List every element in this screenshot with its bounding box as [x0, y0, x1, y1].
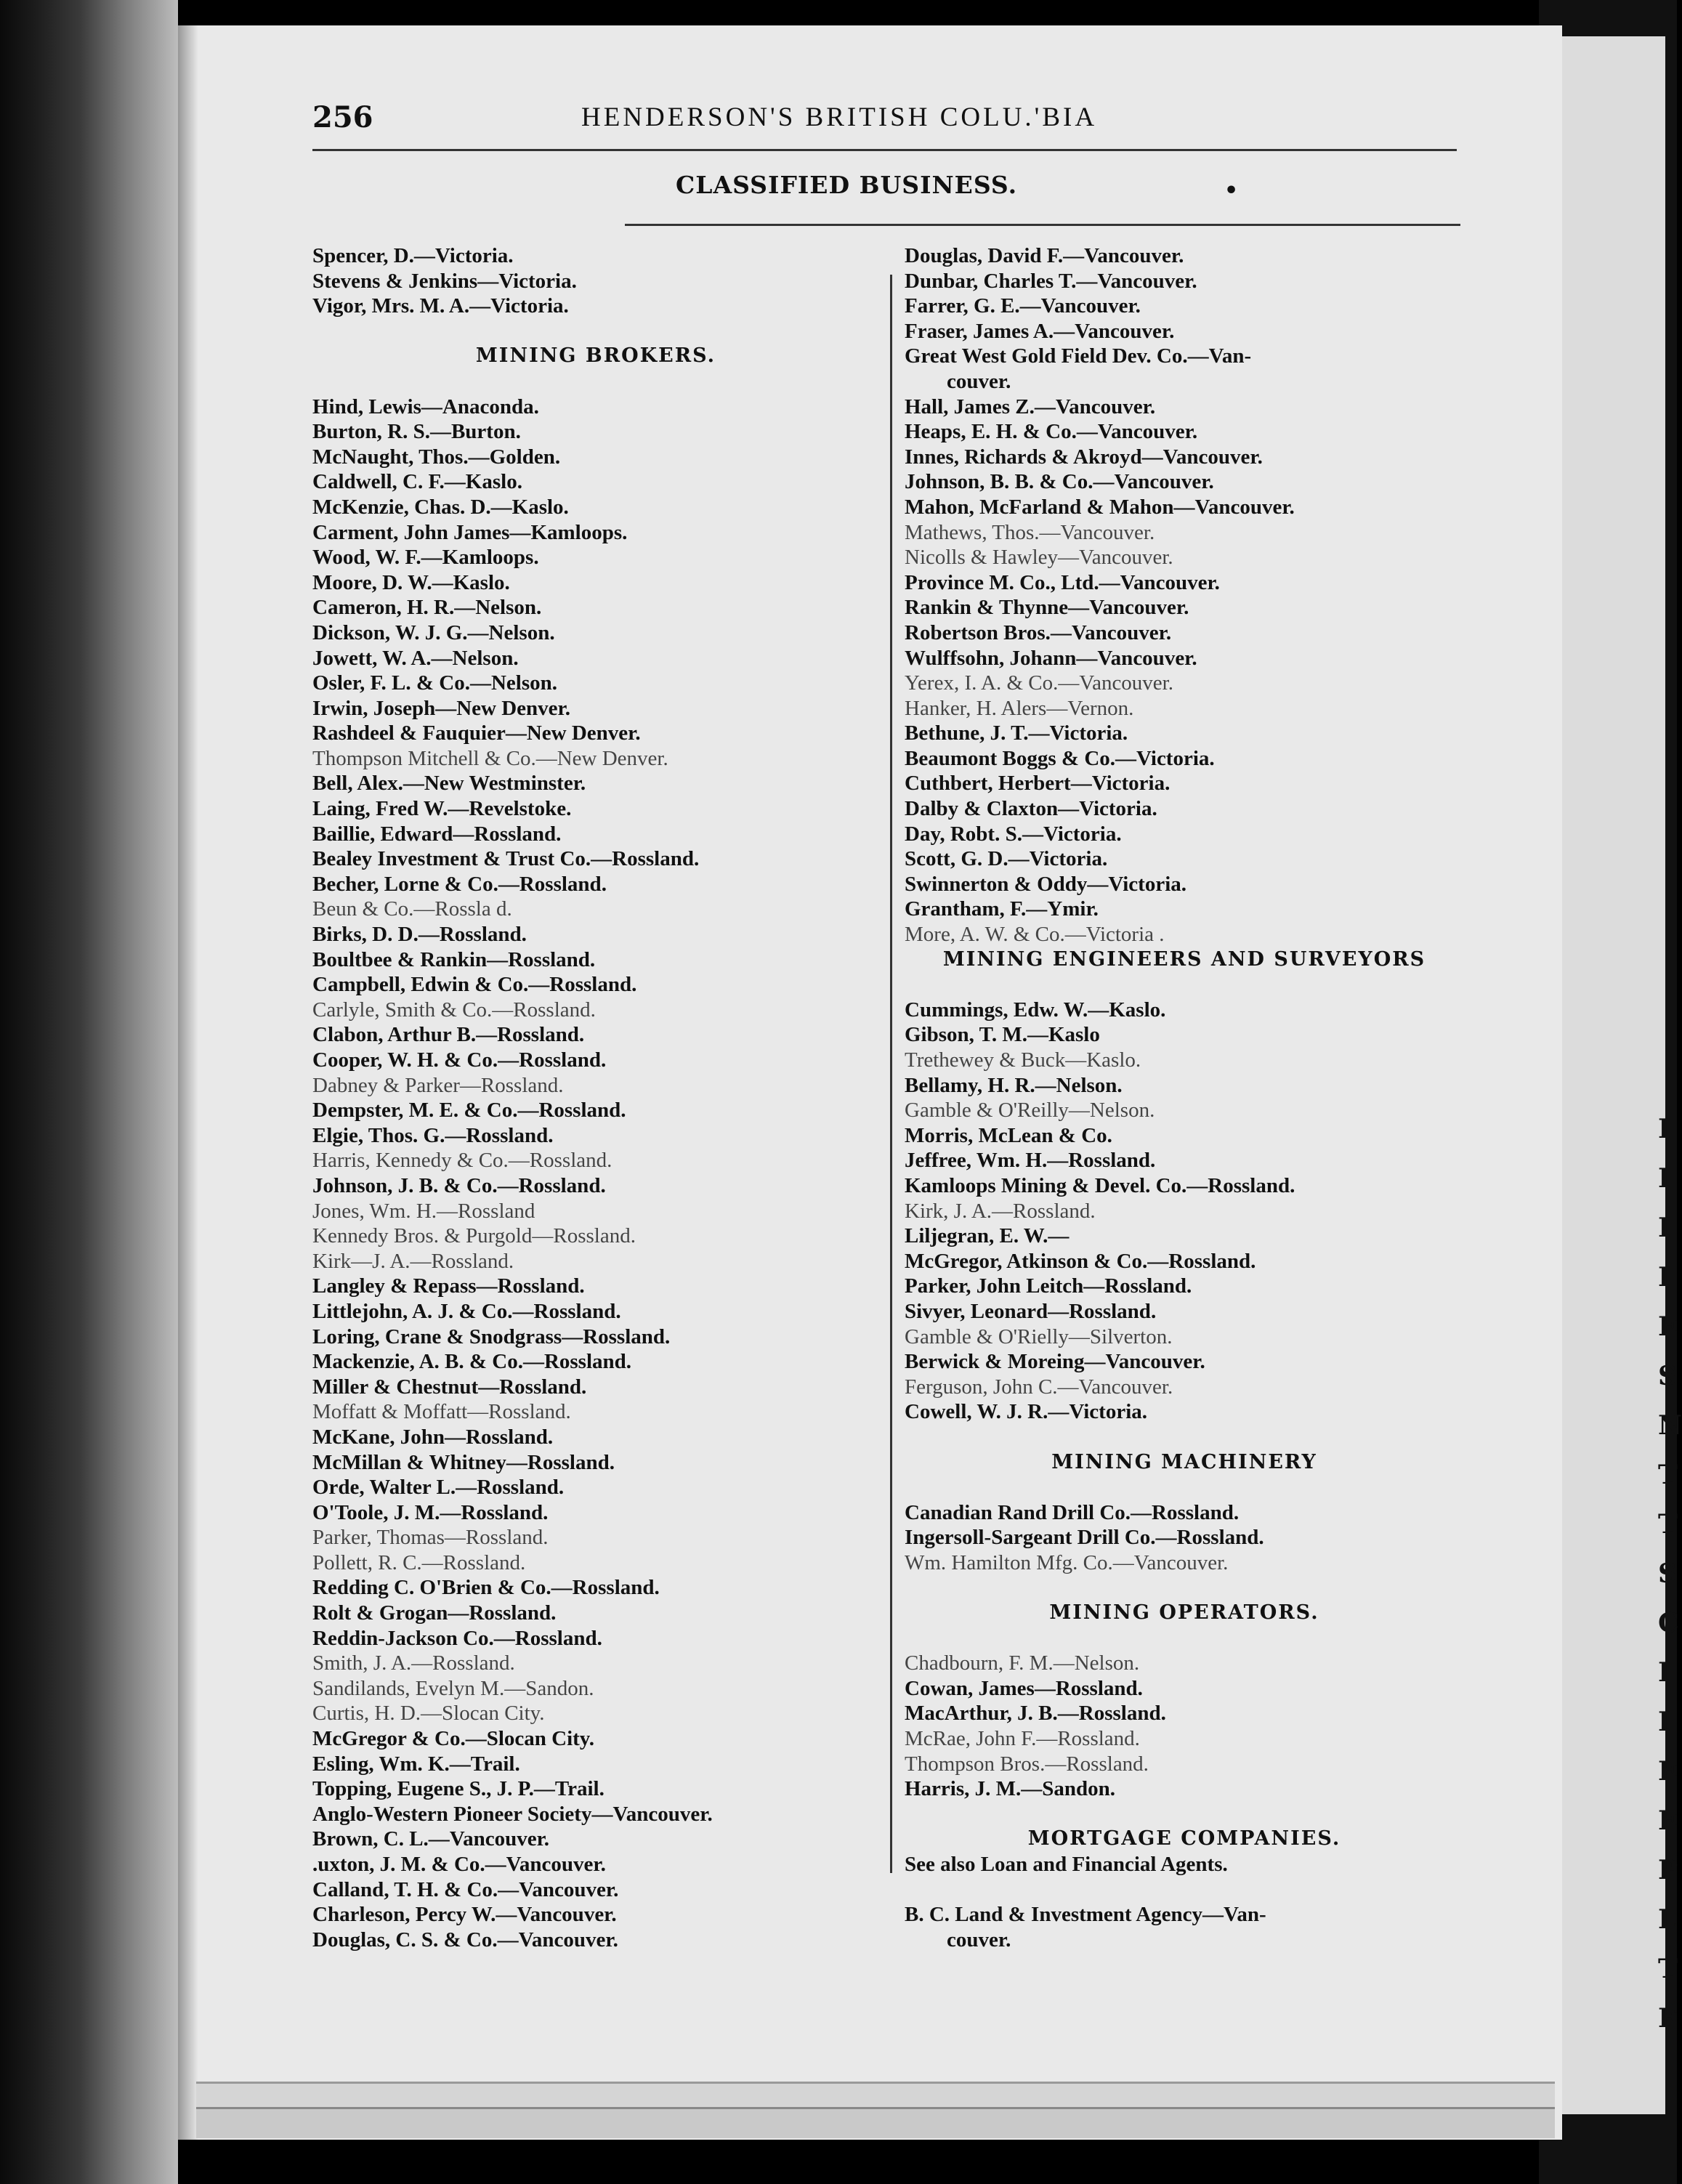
adjacent-page-strip	[1555, 36, 1665, 2114]
left-column-entry: Hind, Lewis—Anaconda.	[312, 395, 539, 418]
right-column	[905, 243, 1464, 1952]
left-column-entry: Carlyle, Smith & Co.—Rossland.	[312, 998, 596, 1022]
right-column-entry: Trethewey & Buck—Kaslo.	[905, 1048, 1141, 1072]
left-column-entry: Langley & Repass—Rossland.	[312, 1274, 585, 1298]
left-column-entry: McGregor & Co.—Slocan City.	[312, 1727, 594, 1751]
left-column-entry: Littlejohn, A. J. & Co.—Rossland.	[312, 1299, 621, 1323]
left-column-entry: Jones, Wm. H.—Rossland	[312, 1199, 535, 1223]
right-column-entry: Cowan, James—Rossland.	[905, 1676, 1143, 1700]
right-column-spacer	[905, 1626, 1464, 1651]
right-column-spacer	[905, 1425, 1464, 1450]
right-column-entry: McGregor, Atkinson & Co.—Rossland.	[905, 1249, 1256, 1273]
right-column-entry: Kirk, J. A.—Rossland.	[905, 1199, 1096, 1223]
left-column-entry: Calland, T. H. & Co.—Vancouver.	[312, 1877, 619, 1901]
right-column-entry: Bethune, J. T.—Victoria.	[905, 721, 1128, 745]
left-column-entry: Pollett, R. C.—Rossland.	[312, 1550, 526, 1574]
left-column-entry: Vigor, Mrs. M. A.—Victoria.	[312, 294, 569, 318]
left-column-entry: Thompson Mitchell & Co.—New Denver.	[312, 746, 668, 770]
left-column-entry: Johnson, J. B. & Co.—Rossland.	[312, 1173, 606, 1197]
page-stack-edge-lower	[196, 2107, 1555, 2138]
left-column-entry: Cooper, W. H. & Co.—Rossland.	[312, 1048, 607, 1072]
left-column-entry: Reddin-Jackson Co.—Rossland.	[312, 1626, 602, 1650]
left-column-entry: Douglas, C. S. & Co.—Vancouver.	[312, 1928, 618, 1952]
left-column-entry: McNaught, Thos.—Golden.	[312, 445, 561, 469]
left-column-entry: Cameron, H. R.—Nelson.	[312, 596, 542, 620]
left-column-entry: Moffatt & Moffatt—Rossland.	[312, 1400, 571, 1424]
right-column-entry: Robertson Bros.—Vancouver.	[905, 620, 1172, 644]
right-column-entry: Johnson, B. B. & Co.—Vancouver.	[905, 470, 1214, 494]
scan-left-border	[0, 0, 178, 2184]
section-title: CLASSIFIED BUSINESS.	[676, 171, 1018, 199]
left-column-entry: Kirk—J. A.—Rossland.	[312, 1249, 514, 1273]
left-column-entry: Topping, Eugene S., J. P.—Trail.	[312, 1777, 605, 1801]
right-column-entry: Grantham, F.—Ymir.	[905, 897, 1099, 921]
right-column-entry: Ferguson, John C.—Vancouver.	[905, 1375, 1173, 1399]
right-column-entry-continuation: couver.	[947, 369, 1011, 393]
right-column-entry: Swinnerton & Oddy—Victoria.	[905, 872, 1187, 896]
right-column-entry: Kamloops Mining & Devel. Co.—Rossland.	[905, 1173, 1295, 1197]
running-title: HENDERSON'S BRITISH COLU.'BIA	[581, 102, 1098, 132]
left-column-entry: Miller & Chestnut—Rossland.	[312, 1375, 587, 1399]
left-column-entry: Harris, Kennedy & Co.—Rossland.	[312, 1149, 612, 1173]
left-column-entry: Laing, Fred W.—Revelstoke.	[312, 797, 572, 821]
right-column-entry: Bellamy, H. R.—Nelson.	[905, 1073, 1123, 1097]
left-column-entry: Bell, Alex.—New Westminster.	[312, 772, 586, 796]
adjacent-page-fragments: I I I I E S N T T S C I I E E P L T F	[1658, 1114, 1682, 2034]
left-column-entry: Mackenzie, A. B. & Co.—Rossland.	[312, 1350, 632, 1374]
right-column-entry: MacArthur, J. B.—Rossland.	[905, 1702, 1166, 1726]
right-column-entry: Cowell, W. J. R.—Victoria.	[905, 1400, 1148, 1424]
left-column-entry: Wood, W. F.—Kamloops.	[312, 546, 539, 570]
right-column-entry-continuation: couver.	[947, 1928, 1011, 1952]
right-column-entry: Morris, McLean & Co.	[905, 1123, 1112, 1147]
right-column-entry: Sivyer, Leonard—Rossland.	[905, 1299, 1157, 1323]
right-column-entry: Dunbar, Charles T.—Vancouver.	[905, 269, 1197, 293]
left-column-entry: Kennedy Bros. & Purgold—Rossland.	[312, 1224, 636, 1248]
right-column-entry: Cuthbert, Herbert—Victoria.	[905, 772, 1170, 796]
right-column-entry: Innes, Richards & Akroyd—Vancouver.	[905, 445, 1263, 469]
left-column-entry: Orde, Walter L.—Rossland.	[312, 1476, 565, 1500]
right-column-category-heading: MINING OPERATORS.	[1049, 1601, 1319, 1625]
left-column-entry: Caldwell, C. F.—Kaslo.	[312, 470, 522, 494]
column-divider	[890, 275, 892, 1873]
right-column-entry: Jeffree, Wm. H.—Rossland.	[905, 1149, 1156, 1173]
page-number: 256	[312, 100, 373, 134]
section-title-mark: •	[1224, 178, 1239, 203]
right-column-entry: Parker, John Leitch—Rossland.	[905, 1274, 1192, 1298]
left-column-entry: Moore, D. W.—Kaslo.	[312, 570, 510, 594]
right-column-spacer	[905, 1877, 1464, 1903]
right-column-entry: Great West Gold Field Dev. Co.—Van-	[905, 344, 1252, 368]
left-column-spacer	[312, 319, 879, 344]
left-column-entry: Jowett, W. A.—Nelson.	[312, 646, 519, 670]
right-column-entry: Douglas, David F.—Vancouver.	[905, 244, 1184, 267]
left-column-category-heading: MINING BROKERS.	[475, 344, 716, 368]
right-column-entry: McRae, John F.—Rossland.	[905, 1727, 1140, 1751]
left-column-entry: O'Toole, J. M.—Rossland.	[312, 1500, 549, 1524]
left-column-entry: Birks, D. D.—Rossland.	[312, 923, 527, 947]
left-column-entry: Smith, J. A.—Rossland.	[312, 1651, 515, 1675]
left-column-entry: Redding C. O'Brien & Co.—Rossland.	[312, 1576, 660, 1600]
left-column-entry: Baillie, Edward—Rossland.	[312, 822, 562, 846]
left-column-entry: Parker, Thomas—Rossland.	[312, 1526, 549, 1550]
left-column-entry: Stevens & Jenkins—Victoria.	[312, 269, 577, 293]
left-column-entry: Becher, Lorne & Co.—Rossland.	[312, 872, 607, 896]
left-column-entry: Charleson, Percy W.—Vancouver.	[312, 1903, 617, 1927]
right-column-entry: More, A. W. & Co.—Victoria .	[905, 923, 1165, 947]
right-column-entry: Province M. Co., Ltd.—Vancouver.	[905, 570, 1220, 594]
left-column-entry: Dabney & Parker—Rossland.	[312, 1073, 564, 1097]
right-column-entry: Berwick & Moreing—Vancouver.	[905, 1350, 1205, 1374]
right-column-category-heading: MINING MACHINERY	[1051, 1450, 1317, 1473]
left-column-entry: Rolt & Grogan—Rossland.	[312, 1601, 557, 1625]
left-column-spacer	[312, 369, 879, 395]
left-column-entry: Loring, Crane & Snodgrass—Rossland.	[312, 1324, 671, 1348]
left-column-entry: Dickson, W. J. G.—Nelson.	[312, 620, 555, 644]
left-column-entry: McMillan & Whitney—Rossland.	[312, 1450, 615, 1474]
right-column-spacer	[905, 1475, 1464, 1500]
left-column-entry: Dempster, M. E. & Co.—Rossland.	[312, 1099, 626, 1123]
right-column-entry: Cummings, Edw. W.—Kaslo.	[905, 998, 1166, 1022]
left-column-entry: Curtis, H. D.—Slocan City.	[312, 1702, 545, 1726]
left-column-entry: Anglo-Western Pioneer Society—Vancouver.	[312, 1802, 713, 1826]
left-column-entry: Irwin, Joseph—New Denver.	[312, 696, 570, 720]
left-column-entry: Carment, John James—Kamloops.	[312, 520, 628, 544]
right-column-entry: Harris, J. M.—Sandon.	[905, 1777, 1116, 1801]
right-column-entry: Ingersoll-Sargeant Drill Co.—Rossland.	[905, 1526, 1264, 1550]
right-column-entry: Liljegran, E. W.—	[905, 1224, 1070, 1248]
right-column-entry: Rankin & Thynne—Vancouver.	[905, 596, 1189, 620]
right-column-entry: Scott, G. D.—Victoria.	[905, 847, 1108, 871]
left-column-entry: Esling, Wm. K.—Trail.	[312, 1752, 520, 1776]
right-column-entry: Gamble & O'Rielly—Silverton.	[905, 1324, 1173, 1348]
left-column-entry: Bealey Investment & Trust Co.—Rossland.	[312, 847, 700, 871]
left-column-entry: McKenzie, Chas. D.—Kaslo.	[312, 495, 569, 519]
right-column-entry: B. C. Land & Investment Agency—Van-	[905, 1903, 1266, 1927]
left-column-entry: Boultbee & Rankin—Rossland.	[312, 947, 596, 971]
right-column-entry: Mahon, McFarland & Mahon—Vancouver.	[905, 495, 1295, 519]
right-column-entry: Canadian Rand Drill Co.—Rossland.	[905, 1500, 1240, 1524]
right-column-entry: Farrer, G. E.—Vancouver.	[905, 294, 1141, 318]
left-column-entry: Osler, F. L. & Co.—Nelson.	[312, 671, 558, 695]
right-column-category-heading: MORTGAGE COMPANIES.	[1027, 1827, 1341, 1851]
right-column-entry: Fraser, James A.—Vancouver.	[905, 319, 1175, 343]
right-column-entry: Wm. Hamilton Mfg. Co.—Vancouver.	[905, 1550, 1229, 1574]
right-column-entry: Yerex, I. A. & Co.—Vancouver.	[905, 671, 1173, 695]
section-rule	[625, 224, 1460, 226]
header-rule	[312, 149, 1457, 151]
left-column-entry: Campbell, Edwin & Co.—Rossland.	[312, 973, 637, 997]
left-column-entry: Elgie, Thos. G.—Rossland.	[312, 1123, 554, 1147]
right-column-entry: Heaps, E. H. & Co.—Vancouver.	[905, 420, 1198, 444]
page-gutter-shadow	[178, 25, 198, 2140]
right-column-entry: Gamble & O'Reilly—Nelson.	[905, 1099, 1155, 1123]
right-column-entry: Dalby & Claxton—Victoria.	[905, 797, 1157, 821]
right-column-category-heading: MINING ENGINEERS AND SURVEYORS	[942, 947, 1426, 971]
left-column-entry: .uxton, J. M. & Co.—Vancouver.	[312, 1853, 606, 1876]
left-column	[312, 243, 879, 1952]
right-column-entry: Mathews, Thos.—Vancouver.	[905, 520, 1155, 544]
right-column-entry: Nicolls & Hawley—Vancouver.	[905, 546, 1173, 570]
right-column-entry: Gibson, T. M.—Kaslo	[905, 1023, 1100, 1047]
right-column-spacer	[905, 1575, 1464, 1601]
right-column-entry: Day, Robt. S.—Victoria.	[905, 822, 1122, 846]
left-column-entry: McKane, John—Rossland.	[312, 1425, 554, 1449]
right-column-entry: Beaumont Boggs & Co.—Victoria.	[905, 746, 1215, 770]
left-column-entry: Brown, C. L.—Vancouver.	[312, 1827, 550, 1851]
right-column-spacer	[905, 1802, 1464, 1827]
right-column-entry: See also Loan and Financial Agents.	[905, 1853, 1228, 1876]
right-column-entry: Hanker, H. Alers—Vernon.	[905, 696, 1134, 720]
right-column-entry: Hall, James Z.—Vancouver.	[905, 395, 1156, 418]
left-column-entry: Clabon, Arthur B.—Rossland.	[312, 1023, 585, 1047]
right-column-entry: Wulffsohn, Johann—Vancouver.	[905, 646, 1197, 670]
left-column-entry: Beun & Co.—Rossla d.	[312, 897, 512, 921]
right-column-spacer	[905, 972, 1464, 998]
left-column-entry: Spencer, D.—Victoria.	[312, 244, 514, 267]
left-column-entry: Sandilands, Evelyn M.—Sandon.	[312, 1676, 594, 1700]
left-column-entry: Rashdeel & Fauquier—New Denver.	[312, 721, 641, 745]
right-column-entry: Chadbourn, F. M.—Nelson.	[905, 1651, 1140, 1675]
left-column-entry: Burton, R. S.—Burton.	[312, 420, 521, 444]
right-column-entry: Thompson Bros.—Rossland.	[905, 1752, 1149, 1776]
